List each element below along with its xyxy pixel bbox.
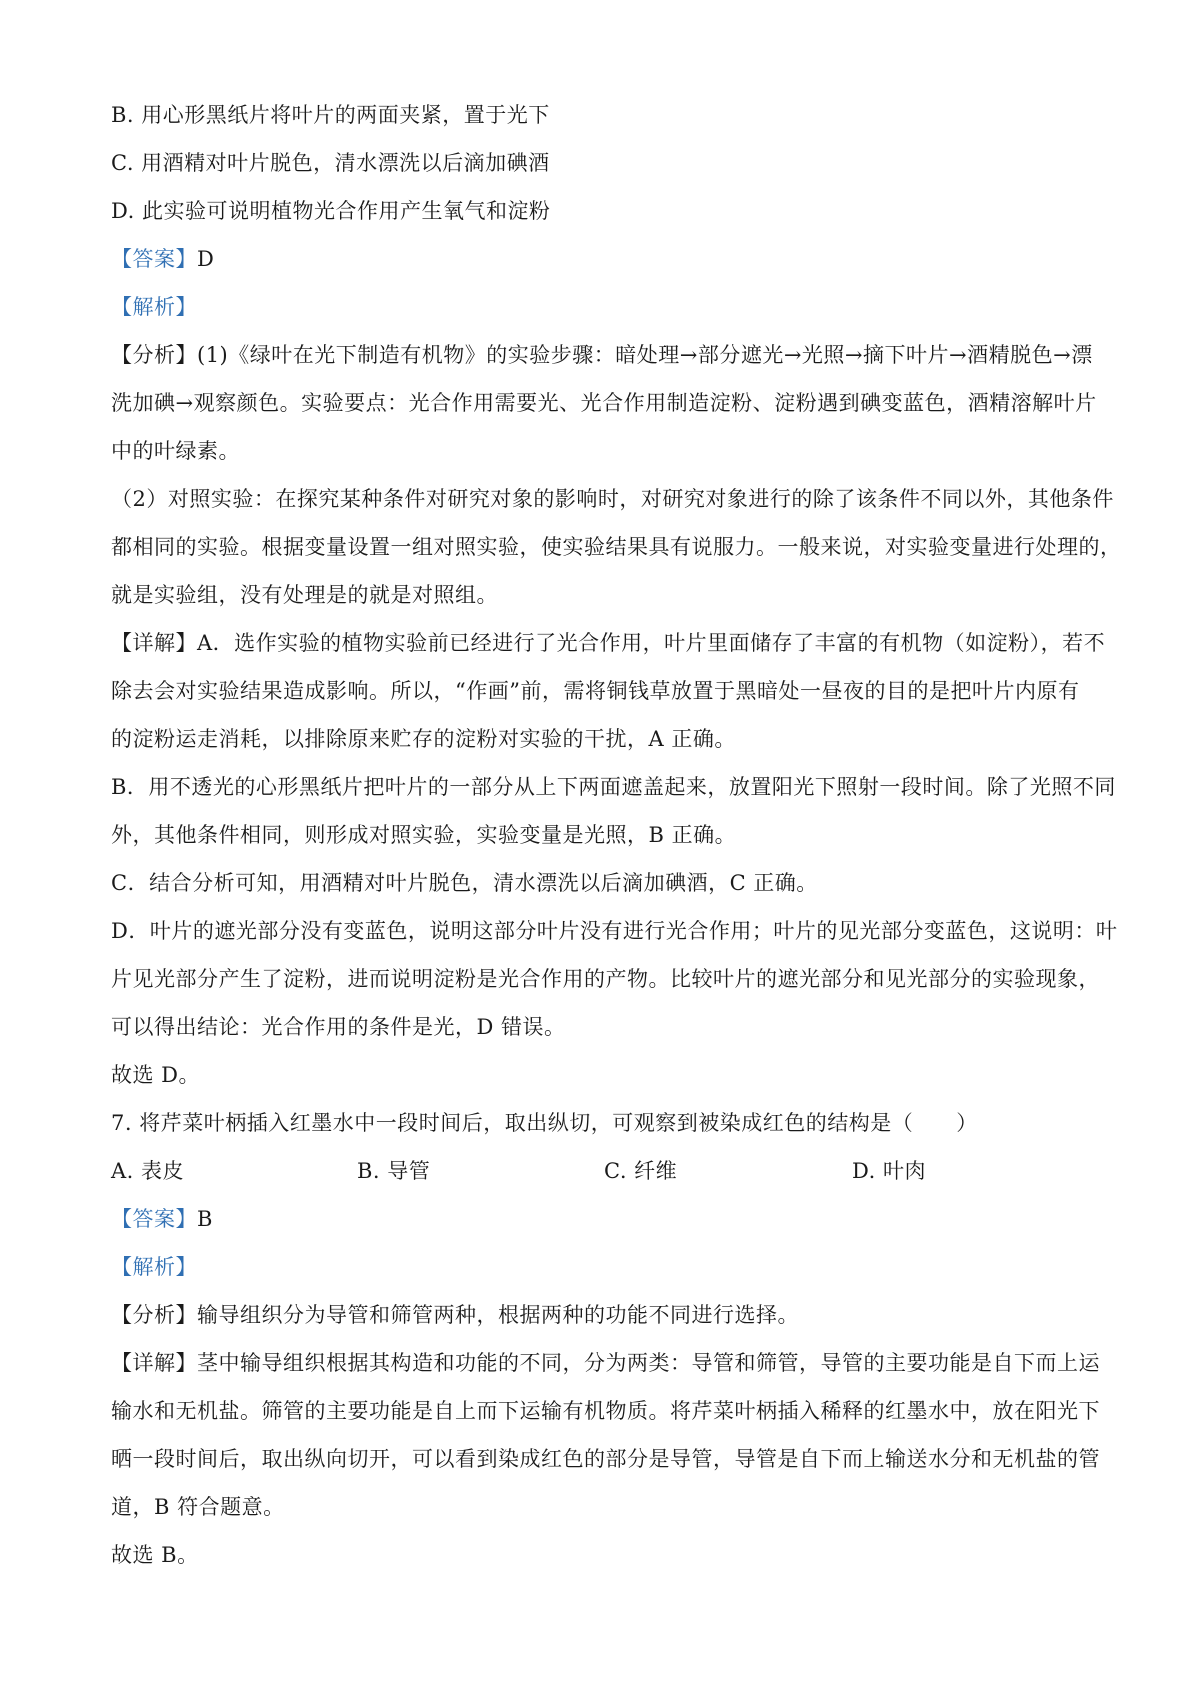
q7-option-c: C. 纤维 (604, 1159, 678, 1183)
answer-value: B (197, 1207, 213, 1231)
q7-detail-4: 道，B 符合题意。 (111, 1495, 285, 1519)
q7-detail-1 (111, 1349, 1100, 1377)
q6-analysis-line3: 中的叶绿素。 (111, 439, 240, 463)
q6-option-d: D. 此实验可说明植物光合作用产生氧气和淀粉 (111, 199, 551, 223)
detail-tag: 【详解】 (111, 1351, 197, 1375)
q6-detail-c1: C．结合分析可知，用酒精对叶片脱色，清水漂洗以后滴加碘酒，C 正确。 (111, 871, 818, 895)
q7-option-d: D. 叶肉 (852, 1159, 926, 1183)
detail-text: A．选作实验的植物实验前已经进行了光合作用，叶片里面储存了丰富的有机物（如淀粉），若不 (197, 631, 1106, 655)
q7-answer (111, 1205, 213, 1233)
q6-analysis-line1 (111, 341, 1093, 369)
q6-detail-a1 (111, 629, 1105, 657)
q6-detail-b2: 外，其他条件相同，则形成对照实验，实验变量是光照，B 正确。 (111, 823, 737, 847)
q7-analysis (111, 1301, 799, 1329)
analysis-tag: 【分析】 (111, 343, 197, 367)
q6-detail-b1: B．用不透光的心形黑纸片把叶片的一部分从上下两面遮盖起来，放置阳光下照射一段时间。除了光照不同 (111, 775, 1116, 799)
q6-analysis-line2: 洗加碘→观察颜色。实验要点：光合作用需要光、光合作用制造淀粉、淀粉遇到碘变蓝色，酒精溶解叶片 (111, 391, 1097, 415)
q7-jiexi-tag: 【解析】 (111, 1255, 197, 1279)
answer-value: D (197, 247, 215, 271)
q6-option-b: B. 用心形黑纸片将叶片的两面夹紧，置于光下 (111, 103, 550, 127)
q6-detail-a2: 除去会对实验结果造成影响。所以，“作画”前，需将铜钱草放置于黑暗处一昼夜的目的是把叶片内原有 (111, 679, 1080, 703)
q6-detail-a3: 的淀粉运走消耗，以排除原来贮存的淀粉对实验的干扰，A 正确。 (111, 727, 736, 751)
q6-detail-d1: D．叶片的遮光部分没有变蓝色，说明这部分叶片没有进行光合作用；叶片的见光部分变蓝色，这说明：叶 (111, 919, 1118, 943)
q6-detail-d3: 可以得出结论：光合作用的条件是光，D 错误。 (111, 1015, 566, 1039)
detail-tag: 【详解】 (111, 631, 197, 655)
q6-jiexi-tag: 【解析】 (111, 295, 197, 319)
q6-conclusion: 故选 D。 (111, 1063, 201, 1087)
analysis-tag: 【分析】 (111, 1303, 197, 1327)
q6-analysis-line4: （2）对照实验：在探究某种条件对研究对象的影响时，对研究对象进行的除了该条件不同以外，其他条件 (111, 487, 1114, 511)
q7-detail-2: 输水和无机盐。筛管的主要功能是自上而下运输有机物质。将芹菜叶柄插入稀释的红墨水中，放在阳光下 (111, 1399, 1100, 1423)
q6-option-c: C. 用酒精对叶片脱色，清水漂洗以后滴加碘酒 (111, 151, 550, 175)
q6-answer (111, 245, 214, 273)
q7-option-a: A. 表皮 (111, 1159, 185, 1183)
q7-stem: 7. 将芹菜叶柄插入红墨水中一段时间后，取出纵切，可观察到被染成红色的结构是（ ） (111, 1111, 978, 1135)
q6-analysis-line5: 都相同的实验。根据变量设置一组对照实验，使实验结果具有说服力。一般来说，对实验变量进行处理的， (111, 535, 1122, 559)
analysis-text: (1)《绿叶在光下制造有机物》的实验步骤：暗处理→部分遮光→光照→摘下叶片→酒精脱色→漂 (197, 343, 1093, 367)
q7-conclusion: 故选 B。 (111, 1543, 199, 1567)
analysis-text: 输导组织分为导管和筛管两种，根据两种的功能不同进行选择。 (197, 1303, 799, 1327)
answer-tag: 【答案】 (111, 247, 197, 271)
q7-detail-3: 晒一段时间后，取出纵向切开，可以看到染成红色的部分是导管，导管是自下而上输送水分和无机盐的管 (111, 1447, 1100, 1471)
q7-option-b: B. 导管 (357, 1159, 431, 1183)
q6-analysis-line6: 就是实验组，没有处理是的就是对照组。 (111, 583, 498, 607)
detail-text: 茎中输导组织根据其构造和功能的不同，分为两类：导管和筛管，导管的主要功能是自下而上运 (197, 1351, 1100, 1375)
q6-detail-d2: 片见光部分产生了淀粉，进而说明淀粉是光合作用的产物。比较叶片的遮光部分和见光部分的实验现象， (111, 967, 1100, 991)
answer-tag: 【答案】 (111, 1207, 197, 1231)
